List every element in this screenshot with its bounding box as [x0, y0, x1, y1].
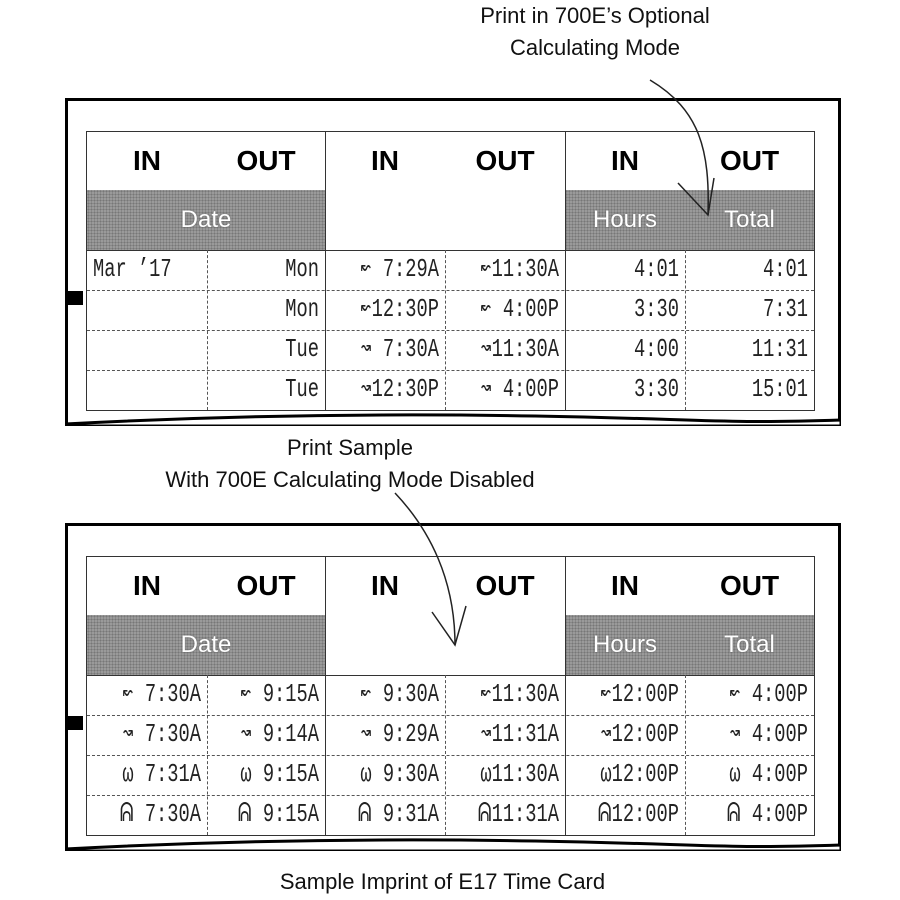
time-card-card_top — [65, 98, 841, 426]
card-notch — [65, 291, 83, 305]
table-cell: ᕱ 9:31A — [357, 799, 439, 829]
header-out: OUT — [719, 570, 780, 601]
caption-calculating-mode — [395, 0, 795, 64]
table-cell: ω 9:30A — [360, 759, 439, 789]
table-cell: ↝ 9:29A — [360, 719, 439, 749]
table-cell: ↝ 7:30A — [122, 719, 201, 749]
table-cell: Mon — [285, 294, 319, 324]
time-card-table — [86, 556, 815, 836]
total-label: Total — [724, 206, 775, 233]
table-cell: 4:01 — [763, 254, 808, 284]
table-cell: 11:31 — [751, 334, 808, 364]
table-cell: ᕱ11:31A — [477, 799, 559, 829]
caption-line: Print Sample — [287, 435, 413, 460]
table-cell: ↜ 9:30A — [360, 679, 439, 709]
table-cell: 3:30 — [634, 374, 679, 404]
table-cell: ω 9:15A — [240, 759, 319, 789]
table-cell: ↝12:30P — [360, 374, 439, 404]
table-cell: ω 4:00P — [729, 759, 808, 789]
table-cell: ↝ 7:30A — [360, 334, 439, 364]
header-in: IN — [133, 145, 161, 176]
header-in: IN — [133, 570, 161, 601]
caption-line: Calculating Mode — [510, 35, 680, 60]
table-cell: ω11:30A — [480, 759, 559, 789]
header-out: OUT — [475, 570, 535, 601]
table-cell: ↝ 4:00P — [729, 719, 808, 749]
table-cell — [93, 370, 201, 408]
table-cell: ω 7:31A — [122, 759, 201, 789]
table-cell: Tue — [285, 374, 319, 404]
table-cell: 15:01 — [751, 374, 808, 404]
caption-line: With 700E Calculating Mode Disabled — [165, 467, 535, 492]
header-in: IN — [371, 145, 399, 176]
header-in: IN — [371, 570, 399, 601]
table-cell: Tue — [285, 334, 319, 364]
table-cell: ↝ 4:00P — [480, 374, 559, 404]
table-cell: ↜ 9:15A — [240, 679, 319, 709]
table-cell: ↜ 4:00P — [480, 294, 559, 324]
divider — [565, 132, 566, 410]
hours-label: Hours — [592, 206, 658, 233]
table-cell: ↜12:30P — [360, 294, 439, 324]
table-cell: ᕱ12:00P — [597, 799, 679, 829]
table-cell: Mar ’17 — [93, 254, 172, 284]
table-cell: ↝11:30A — [480, 334, 559, 364]
table-cell: ↜ 7:30A — [122, 679, 201, 709]
caption-line: Print in 700E’s Optional — [480, 3, 710, 28]
hours-label: Hours — [592, 631, 658, 658]
header-out: OUT — [719, 145, 780, 176]
table-cell: ᕱ 9:15A — [237, 799, 319, 829]
table-cell — [93, 290, 201, 328]
date-label: Date — [180, 206, 232, 233]
table-cell: 4:01 — [634, 254, 679, 284]
table-cell: ↜ 4:00P — [729, 679, 808, 709]
torn-edge — [65, 836, 841, 851]
header-out: OUT — [475, 145, 535, 176]
time-card-card_bottom — [65, 523, 841, 851]
table-cell: ω12:00P — [600, 759, 679, 789]
time-card-table — [86, 131, 815, 411]
divider — [325, 557, 326, 835]
header-in: IN — [611, 145, 639, 176]
divider — [325, 132, 326, 410]
table-cell: ↝ 9:14A — [240, 719, 319, 749]
table-cell: 7:31 — [763, 294, 808, 324]
table-cell: ↜11:30A — [480, 254, 559, 284]
caption-sample-imprint: Sample Imprint of E17 Time Card — [279, 869, 606, 894]
table-cell: 3:30 — [634, 294, 679, 324]
table-cell: ↝12:00P — [600, 719, 679, 749]
date-label: Date — [180, 631, 232, 658]
table-cell: ↜12:00P — [600, 679, 679, 709]
table-cell: ↜ 7:29A — [360, 254, 439, 284]
card-notch — [65, 716, 83, 730]
caption-calculating-disabled — [100, 432, 600, 496]
table-cell: ↝11:31A — [480, 719, 559, 749]
table-cell: Mon — [285, 254, 319, 284]
divider — [565, 557, 566, 835]
torn-edge — [65, 411, 841, 426]
table-cell: 4:00 — [634, 334, 679, 364]
header-in: IN — [611, 570, 639, 601]
total-label: Total — [724, 631, 775, 658]
header-out: OUT — [236, 145, 296, 176]
header-out: OUT — [236, 570, 296, 601]
table-cell: ↜11:30A — [480, 679, 559, 709]
table-cell — [93, 330, 201, 368]
table-cell: ᕱ 4:00P — [726, 799, 808, 829]
table-cell: ᕱ 7:30A — [119, 799, 201, 829]
